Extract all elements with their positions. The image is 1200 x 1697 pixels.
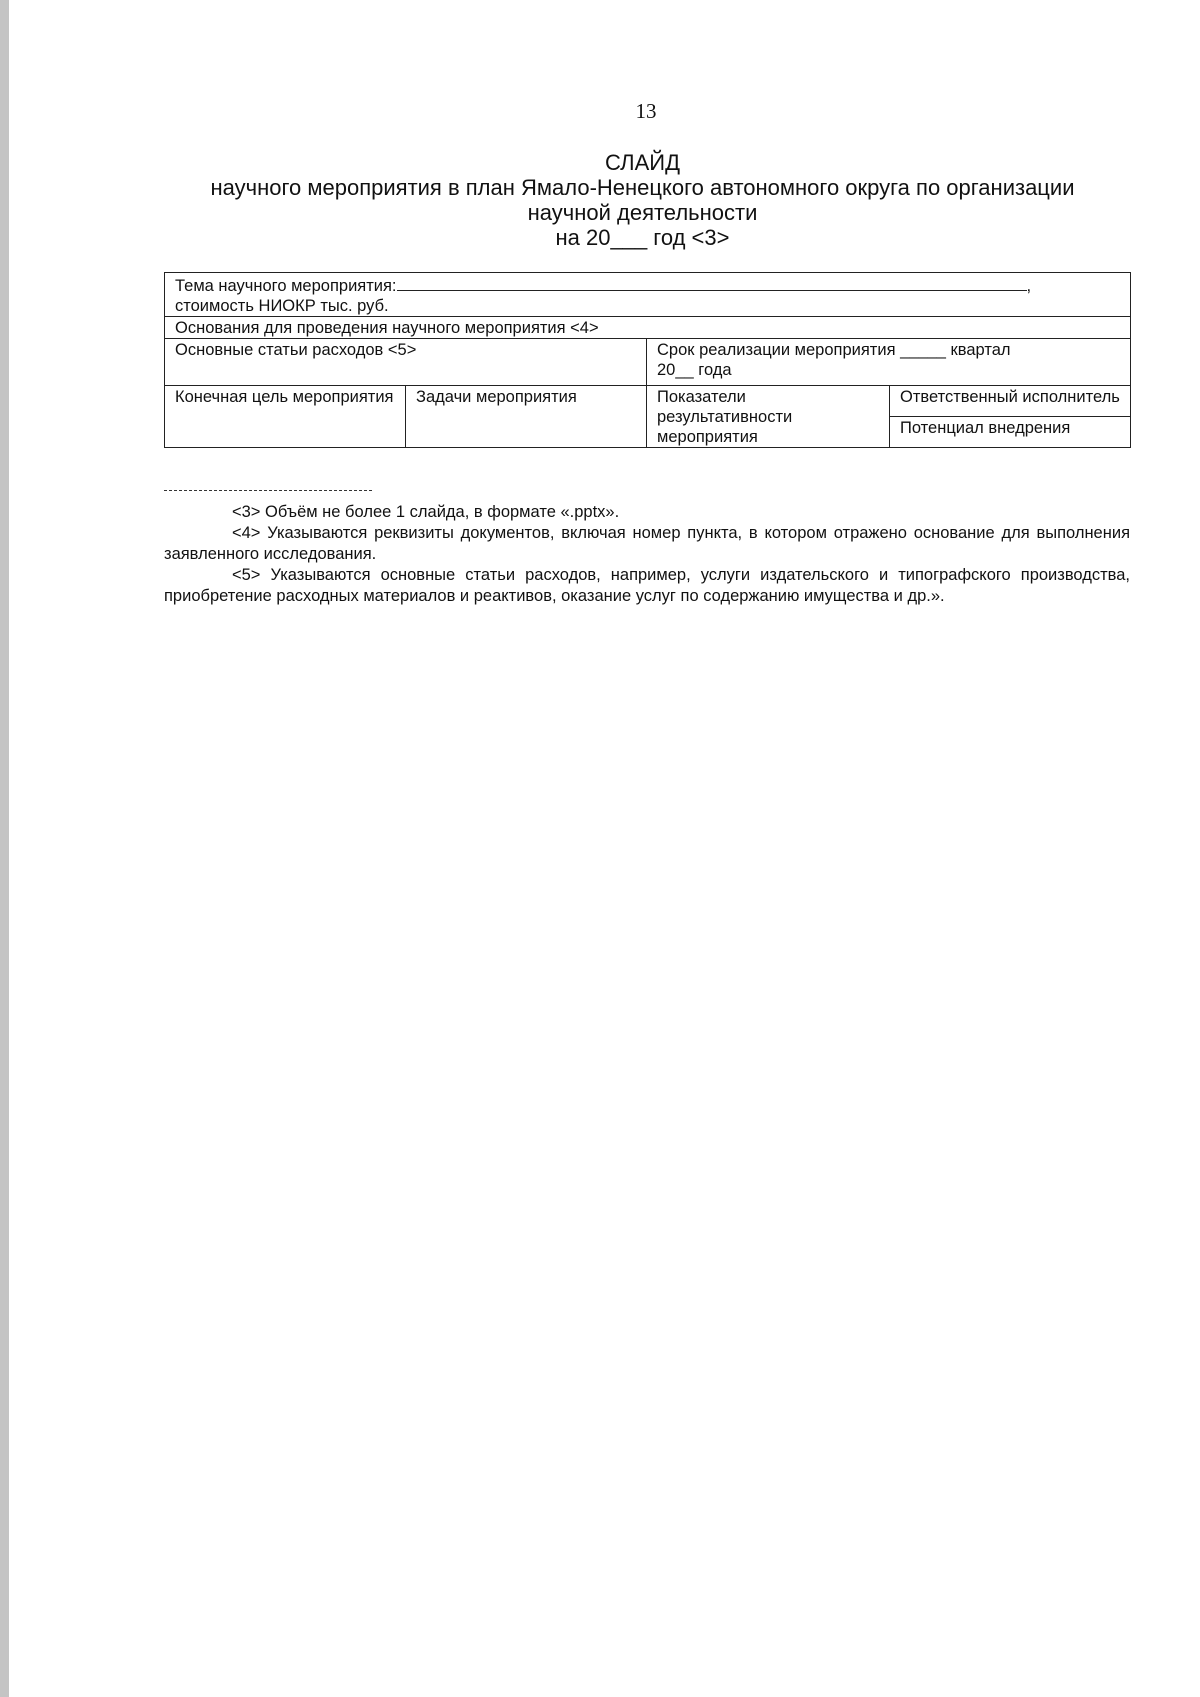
heading-title: СЛАЙД bbox=[605, 150, 680, 175]
topic-label: Тема научного мероприятия: bbox=[175, 277, 397, 295]
footnote-4: <4> Указываются реквизиты документов, включая номер пункта, в котором отражено основание для выполнения заявленного исследования. bbox=[164, 524, 1130, 563]
term-line-1: Срок реализации мероприятия _____ квартал bbox=[657, 341, 1011, 359]
heading-line-2: научного мероприятия в план Ямало-Ненецкого автономного округа по организации bbox=[210, 175, 1075, 200]
cost-label: стоимость НИОКР тыс. руб. bbox=[175, 297, 389, 315]
page-number: 13 bbox=[635, 99, 657, 123]
topic-blank-line bbox=[397, 274, 1027, 291]
topic-cell bbox=[165, 273, 1131, 317]
footnote-5: <5> Указываются основные статьи расходов, например, услуги издательского и типографского производства, приобретение расходных материалов и реактивов, оказание услуг по содержанию имущества и др.». bbox=[164, 566, 1130, 605]
scan-left-edge bbox=[0, 0, 9, 1697]
indicators-cell: Показатели результативности мероприятия bbox=[647, 386, 890, 448]
goal-cell: Конечная цель мероприятия bbox=[165, 386, 406, 448]
footnote-separator bbox=[164, 490, 372, 491]
term-cell bbox=[647, 339, 1131, 386]
table-row bbox=[165, 386, 1131, 417]
table-row bbox=[165, 273, 1131, 317]
table-row bbox=[165, 339, 1131, 386]
term-line-2: 20__ года bbox=[657, 361, 732, 379]
document-heading bbox=[170, 150, 1115, 250]
grounds-cell: Основания для проведения научного мероприятия <4> bbox=[165, 317, 1131, 339]
topic-suffix: , bbox=[1026, 277, 1032, 295]
potential-cell: Потенциал внедрения bbox=[890, 417, 1131, 448]
table-row bbox=[165, 317, 1131, 339]
footnote-3: <3> Объём не более 1 слайда, в формате «.pptx». bbox=[232, 503, 620, 521]
heading-line-3: научной деятельности bbox=[527, 200, 758, 225]
footnotes bbox=[164, 502, 1130, 607]
heading-line-4: на 20___ год <3> bbox=[555, 225, 730, 250]
expenses-cell: Основные статьи расходов <5> bbox=[165, 339, 647, 386]
slide-template-table bbox=[164, 272, 1131, 448]
responsible-cell: Ответственный исполнитель bbox=[890, 386, 1131, 417]
tasks-cell: Задачи мероприятия bbox=[406, 386, 647, 448]
